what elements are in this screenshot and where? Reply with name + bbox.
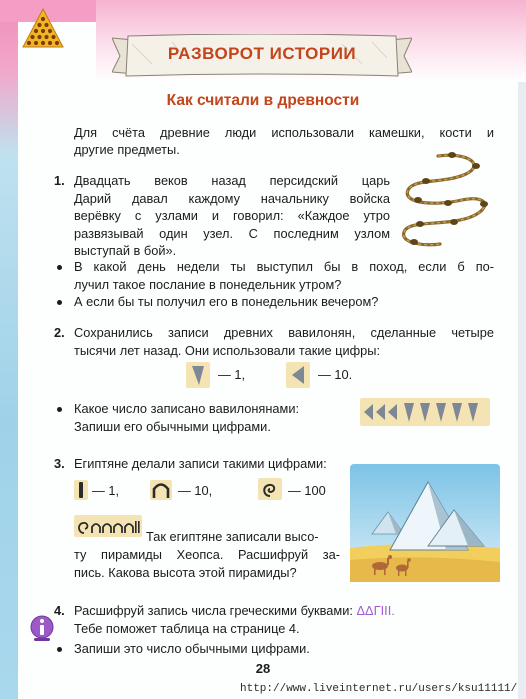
task-1-question-1: [74, 258, 494, 293]
task-4-line-1: [74, 602, 395, 620]
task-1-question-2: А если бы ты получил его в понедельник вечером?: [74, 294, 379, 309]
task-1-line: Двадцать веков назад персидский царь: [74, 173, 390, 188]
egyptian-hundred-label: — 100: [288, 483, 326, 498]
task-1-line: развязывай один узел. С последним узлом: [74, 225, 390, 241]
task-3-line: ту пирамиды Хеопса. Расшифруй за-: [74, 547, 340, 562]
arch-icon: [150, 480, 172, 500]
task-3-text-1: Так египтяне записали высо-: [146, 529, 319, 544]
babylonian-one-glyph: [186, 362, 210, 388]
question-line: В какой день недели ты выступил бы в поход, если б по-: [74, 259, 494, 274]
task-4-question: Запиши это число обычными цифрами.: [74, 641, 310, 656]
question-line: Запиши его обычными цифрами.: [74, 418, 271, 434]
task-3-text-2: [74, 546, 340, 581]
task-3-number: 3.: [54, 456, 65, 471]
task-1-line: выступай в бой».: [74, 243, 177, 258]
babylonian-ten-glyph: [286, 362, 310, 388]
page-number: 28: [255, 661, 271, 676]
knotted-rope-image: [396, 150, 496, 250]
intro-text-end: другие предметы.: [74, 142, 180, 157]
task-1-line: Дарий давал каждому начальнику войска: [74, 190, 390, 206]
greek-numeral: ΔΔΓIII.: [356, 603, 395, 618]
bullet-icon: [57, 647, 62, 652]
egyptian-ten-label: — 10,: [178, 483, 213, 498]
task-3-line: пись. Какова высота этой пирамиды?: [74, 564, 297, 580]
task-4-text: Расшифруй запись числа греческими буквами:: [74, 603, 353, 618]
task-3-intro: Египтяне делали записи такими цифрами:: [74, 456, 327, 471]
task-1-number: 1.: [54, 173, 65, 188]
egyptian-one-label: — 1,: [92, 483, 120, 498]
egyptian-record: [74, 515, 142, 537]
task-4-line-2: Тебе поможет таблица на странице 4.: [74, 621, 300, 636]
intro-line: Для счёта древние люди использовали камешки, кости и: [74, 125, 494, 140]
wedge-left-icon: [286, 362, 310, 388]
egyptian-ten-glyph: [150, 480, 172, 500]
hieroglyph-record-icon: [74, 515, 142, 537]
question-line: Какое число записано вавилонянами:: [74, 401, 300, 416]
task-2-line: тысячи лет назад. Они использовали такие цифры:: [74, 342, 381, 358]
cuneiform-record-icon: [360, 398, 490, 426]
task-2-number: 2.: [54, 325, 65, 340]
question-line: лучил такое послание в понедельник утром?: [74, 276, 342, 292]
task-2-text: [74, 324, 494, 359]
egyptian-hundred-glyph: [258, 478, 282, 500]
task-4-number: 4.: [54, 603, 65, 618]
task-2-line: Сохранились записи древних вавилонян, сделанные четыре: [74, 325, 494, 340]
bullet-icon: [57, 300, 62, 305]
banner-title: РАЗВОРОТ ИСТОРИИ: [167, 44, 357, 63]
watermark-url: http://www.liveinternet.ru/users/ksu11111/: [240, 683, 518, 695]
bullet-icon: [57, 407, 62, 412]
coil-icon: [258, 478, 282, 500]
babylonian-one-label: — 1,: [218, 367, 246, 382]
bullet-icon: [57, 265, 62, 270]
task-1-line: верёвку с узлами и говорил: «Каждое утро: [74, 208, 390, 223]
babylonian-record: [360, 398, 490, 426]
task-1-text: [74, 172, 390, 260]
triangle-logo-icon: [22, 8, 64, 48]
babylonian-ten-label: — 10.: [318, 367, 353, 382]
task-2-question: [74, 400, 299, 435]
pyramids-image: [350, 464, 500, 582]
page-subtitle: Как считали в древности: [166, 92, 360, 109]
stroke-icon: [74, 480, 88, 500]
info-icon: [30, 614, 54, 642]
wedge-down-icon: [186, 362, 210, 388]
intro-text: [74, 124, 494, 142]
egyptian-one-glyph: [74, 480, 88, 500]
